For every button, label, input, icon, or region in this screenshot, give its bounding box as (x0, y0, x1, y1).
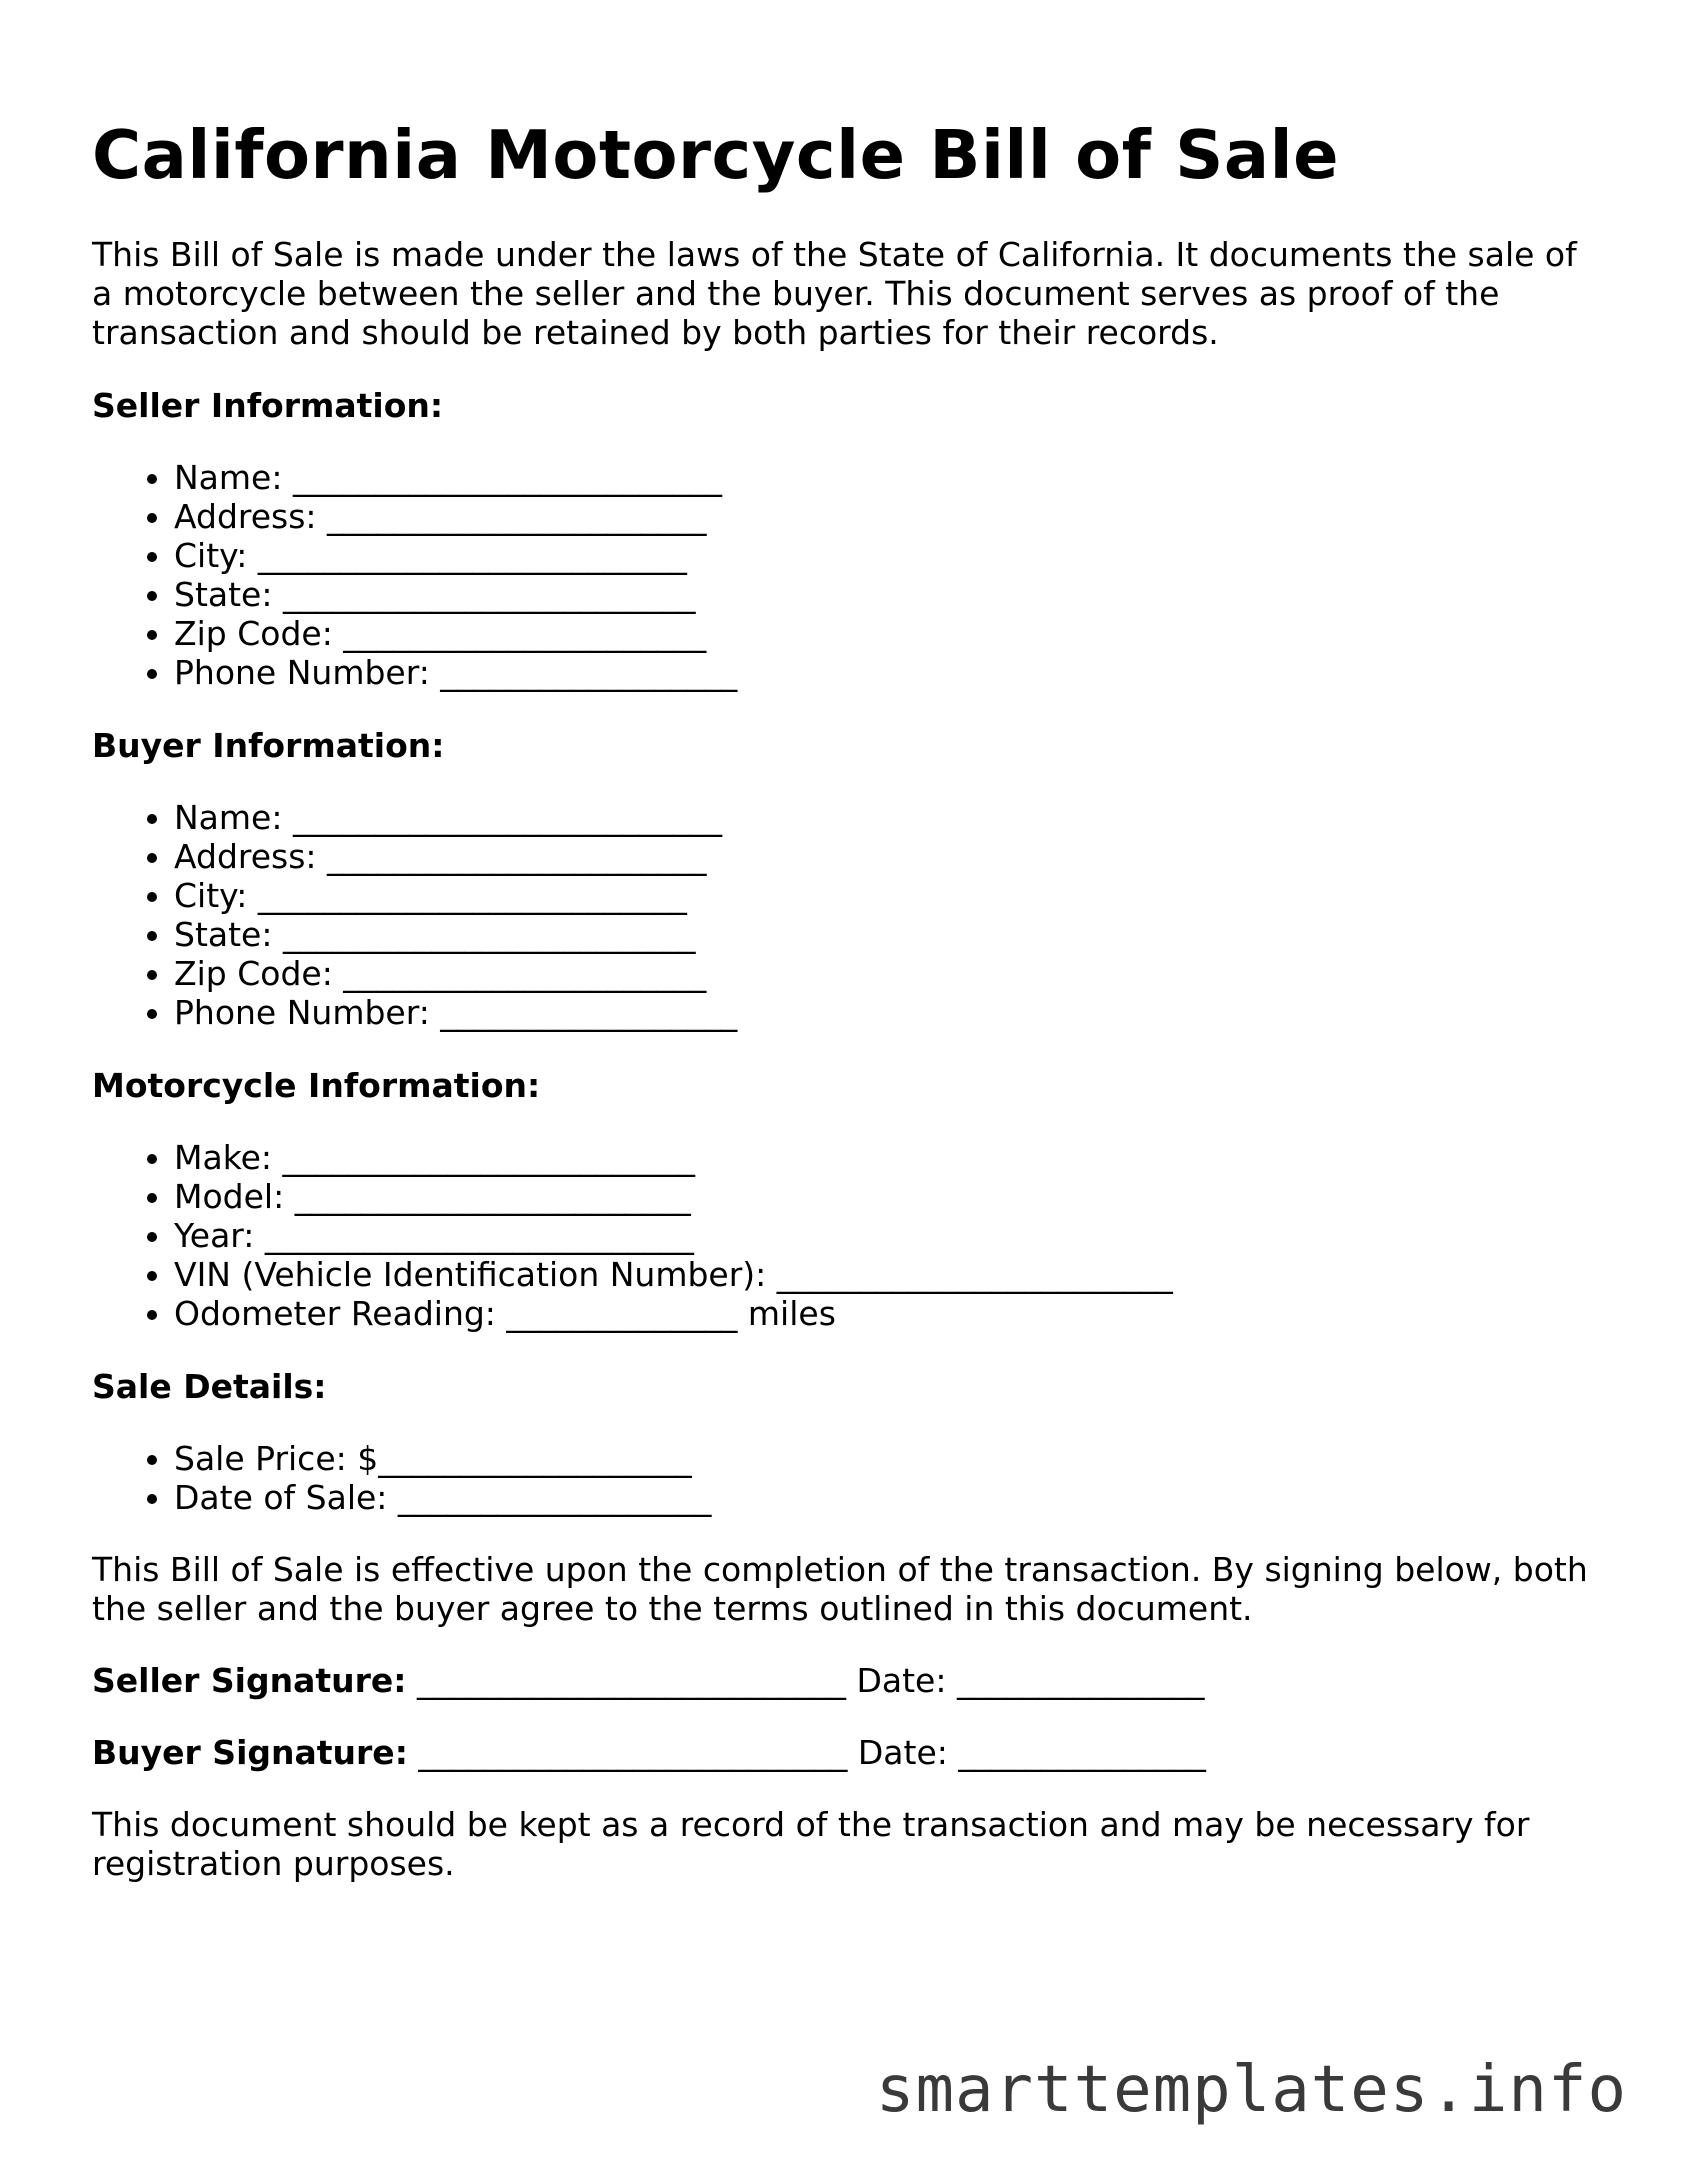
sale-date-item: • Date of Sale: ___________________ (174, 1478, 1602, 1517)
motorcycle-year-item: • Year: __________________________ (174, 1216, 1602, 1255)
seller-info-list (92, 458, 1602, 692)
seller-city-item: • City: __________________________ (174, 536, 1602, 575)
seller-signature-label: Seller Signature: (92, 1661, 407, 1700)
seller-name-item: • Name: __________________________ (174, 458, 1602, 497)
seller-info-heading: Seller Information: (92, 386, 444, 425)
buyer-phone-item: • Phone Number: __________________ (174, 993, 1602, 1032)
motorcycle-make-item: • Make: _________________________ (174, 1138, 1602, 1177)
buyer-city-item: • City: __________________________ (174, 876, 1602, 915)
sale-details-heading: Sale Details: (92, 1367, 327, 1406)
sale-price-item: • Sale Price: $___________________ (174, 1439, 1602, 1478)
buyer-info-heading: Buyer Information: (92, 726, 445, 765)
seller-signature-blank: __________________________ Date: _______________ (406, 1661, 1205, 1700)
record-note-paragraph: This document should be kept as a record of the transaction and may be necessary for registration purposes. (92, 1805, 1530, 1883)
seller-signature-line (92, 1661, 1602, 1700)
buyer-info-list (92, 798, 1602, 1032)
document-title: California Motorcycle Bill of Sale (92, 116, 1340, 194)
motorcycle-vin-item: • VIN (Vehicle Identification Number): ________________________ (174, 1255, 1602, 1294)
buyer-state-item: • State: _________________________ (174, 915, 1602, 954)
buyer-signature-line (92, 1733, 1602, 1772)
seller-state-item: • State: _________________________ (174, 575, 1602, 614)
watermark-text: smarttemplates.info (875, 2053, 1627, 2127)
sale-details-list (92, 1439, 1602, 1517)
motorcycle-model-item: • Model: ________________________ (174, 1177, 1602, 1216)
document-page (92, 110, 1602, 1883)
buyer-zip-item: • Zip Code: ______________________ (174, 954, 1602, 993)
seller-address-item: • Address: _______________________ (174, 497, 1602, 536)
buyer-address-item: • Address: _______________________ (174, 837, 1602, 876)
buyer-signature-blank: __________________________ Date: _______________ (407, 1733, 1206, 1772)
seller-zip-item: • Zip Code: ______________________ (174, 614, 1602, 653)
seller-phone-item: • Phone Number: __________________ (174, 653, 1602, 692)
effective-paragraph: This Bill of Sale is effective upon the completion of the transaction. By signing below, both the seller and the buyer agree to the terms outlined in this document. (92, 1550, 1588, 1628)
motorcycle-odometer-item: • Odometer Reading: ______________ miles (174, 1294, 1602, 1333)
motorcycle-info-list (92, 1138, 1602, 1333)
intro-paragraph: This Bill of Sale is made under the laws of the State of California. It documents the sale of a motorcycle between the seller and the buyer. This document serves as proof of the transaction and should be retained by both parties for their records. (92, 235, 1577, 352)
buyer-signature-label: Buyer Signature: (92, 1733, 408, 1772)
motorcycle-info-heading: Motorcycle Information: (92, 1066, 541, 1105)
buyer-name-item: • Name: __________________________ (174, 798, 1602, 837)
